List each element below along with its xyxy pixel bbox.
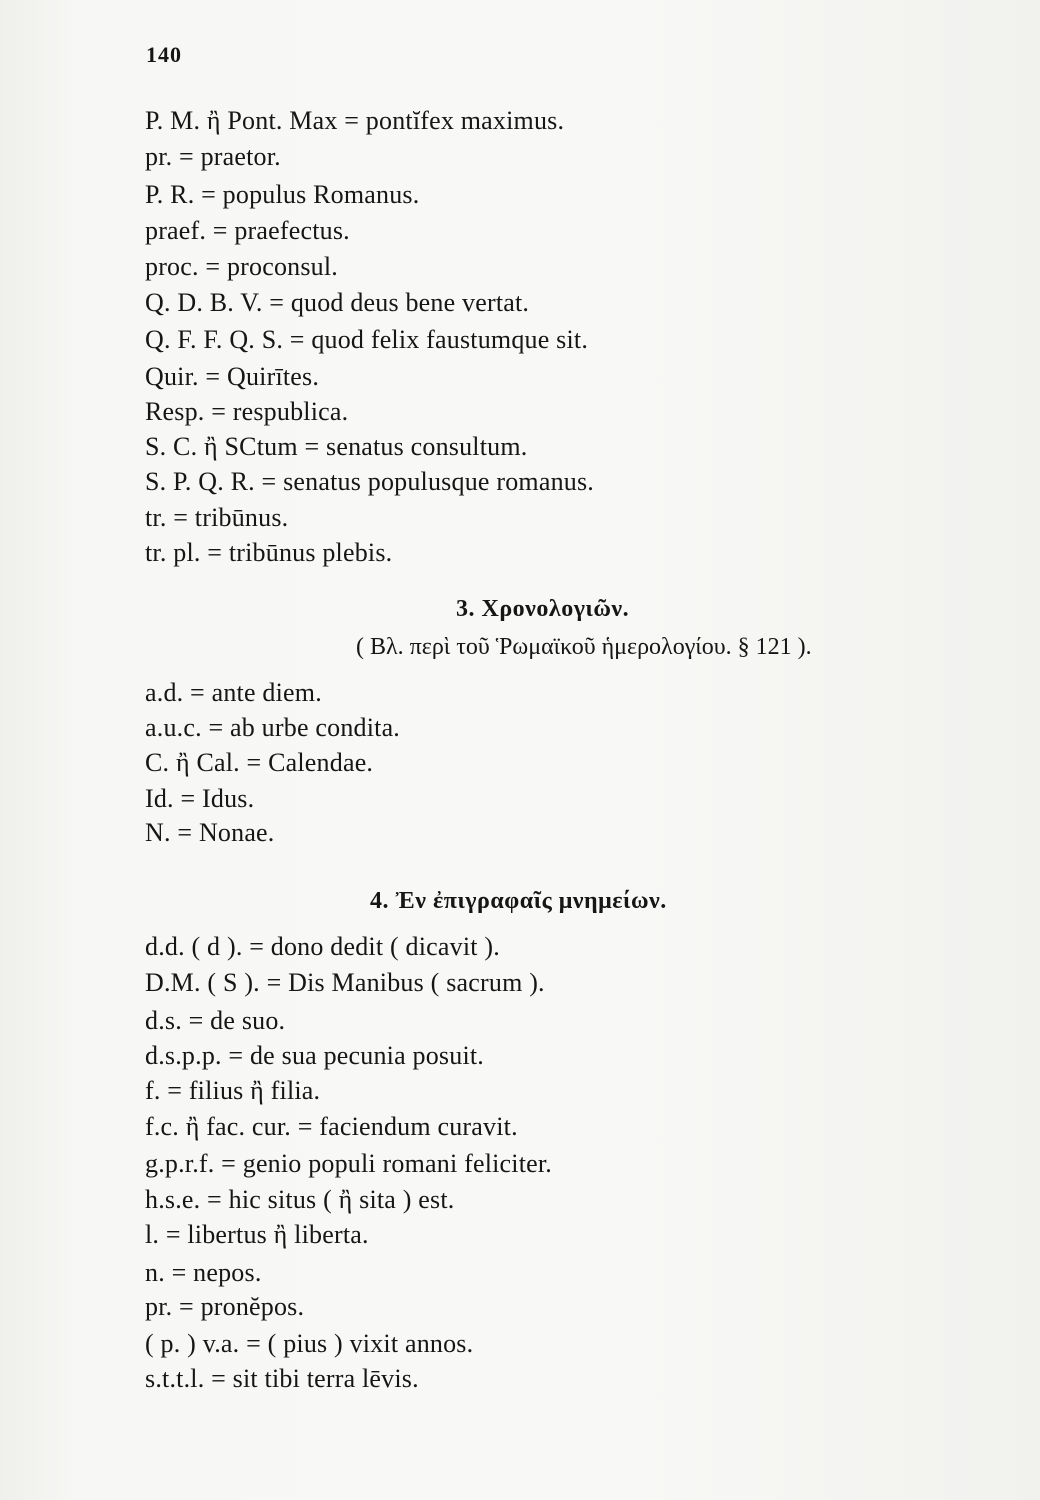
abbreviation-line: f. = filius ἢ filia. <box>145 1076 321 1105</box>
abbreviation-line: g.p.r.f. = genio populi romani feliciter. <box>145 1149 552 1178</box>
abbreviation-line: pr. = praetor. <box>145 142 281 171</box>
abbreviation-line: n. = nepos. <box>145 1258 262 1287</box>
abbreviation-line: tr. = tribūnus. <box>145 503 289 532</box>
page-number: 140 <box>146 42 182 67</box>
abbreviation-line: d.s. = de suo. <box>145 1006 286 1035</box>
abbreviation-line: P. R. = populus Romanus. <box>145 180 420 209</box>
abbreviation-line: d.d. ( d ). = dono dedit ( dicavit ). <box>145 932 500 961</box>
abbreviation-line: Quir. = Quirītes. <box>145 362 320 391</box>
abbreviation-line: pr. = pronĕpos. <box>145 1292 305 1321</box>
abbreviation-line: ( p. ) v.a. = ( pius ) vixit annos. <box>145 1329 474 1358</box>
section-heading-inscriptions: 4. Ἐν ἐπιγραφαῖς μνημείων. <box>370 888 667 914</box>
abbreviation-line: Resp. = respublica. <box>145 397 349 426</box>
abbreviation-line: proc. = proconsul. <box>145 252 339 281</box>
abbreviation-line: a.u.c. = ab urbe condita. <box>145 713 401 742</box>
abbreviation-line: f.c. ἢ fac. cur. = faciendum curavit. <box>145 1112 518 1141</box>
abbreviation-line: N. = Nonae. <box>145 818 275 847</box>
abbreviation-line: praef. = praefectus. <box>145 216 350 245</box>
abbreviation-line: Id. = Idus. <box>145 784 255 813</box>
abbreviation-line: h.s.e. = hic situs ( ἢ sita ) est. <box>145 1185 455 1214</box>
abbreviation-line: tr. pl. = tribūnus plebis. <box>145 538 393 567</box>
abbreviation-line: s.t.t.l. = sit tibi terra lēvis. <box>145 1364 419 1393</box>
abbreviation-line: C. ἢ Cal. = Calendae. <box>145 748 374 777</box>
abbreviation-line: P. M. ἢ Pont. Max = pontĭfex maximus. <box>145 106 565 135</box>
abbreviation-line: S. P. Q. R. = senatus populusque romanus. <box>145 467 594 496</box>
abbreviation-line: l. = libertus ἢ liberta. <box>145 1220 369 1249</box>
abbreviation-line: S. C. ἢ SCtum = senatus consultum. <box>145 432 528 461</box>
section-note: ( Βλ. περὶ τοῦ Ῥωμαϊκοῦ ἡμερολογίου. § 121 ). <box>356 634 812 660</box>
section-heading-chronology: 3. Χρονολογιῶν. <box>456 596 630 622</box>
abbreviation-line: Q. F. F. Q. S. = quod felix faustumque sit. <box>145 325 589 354</box>
abbreviation-line: Q. D. B. V. = quod deus bene vertat. <box>145 288 530 317</box>
abbreviation-line: d.s.p.p. = de sua pecunia posuit. <box>145 1041 484 1070</box>
abbreviation-line: D.M. ( S ). = Dis Manibus ( sacrum ). <box>145 968 545 997</box>
abbreviation-line: a.d. = ante diem. <box>145 678 322 707</box>
